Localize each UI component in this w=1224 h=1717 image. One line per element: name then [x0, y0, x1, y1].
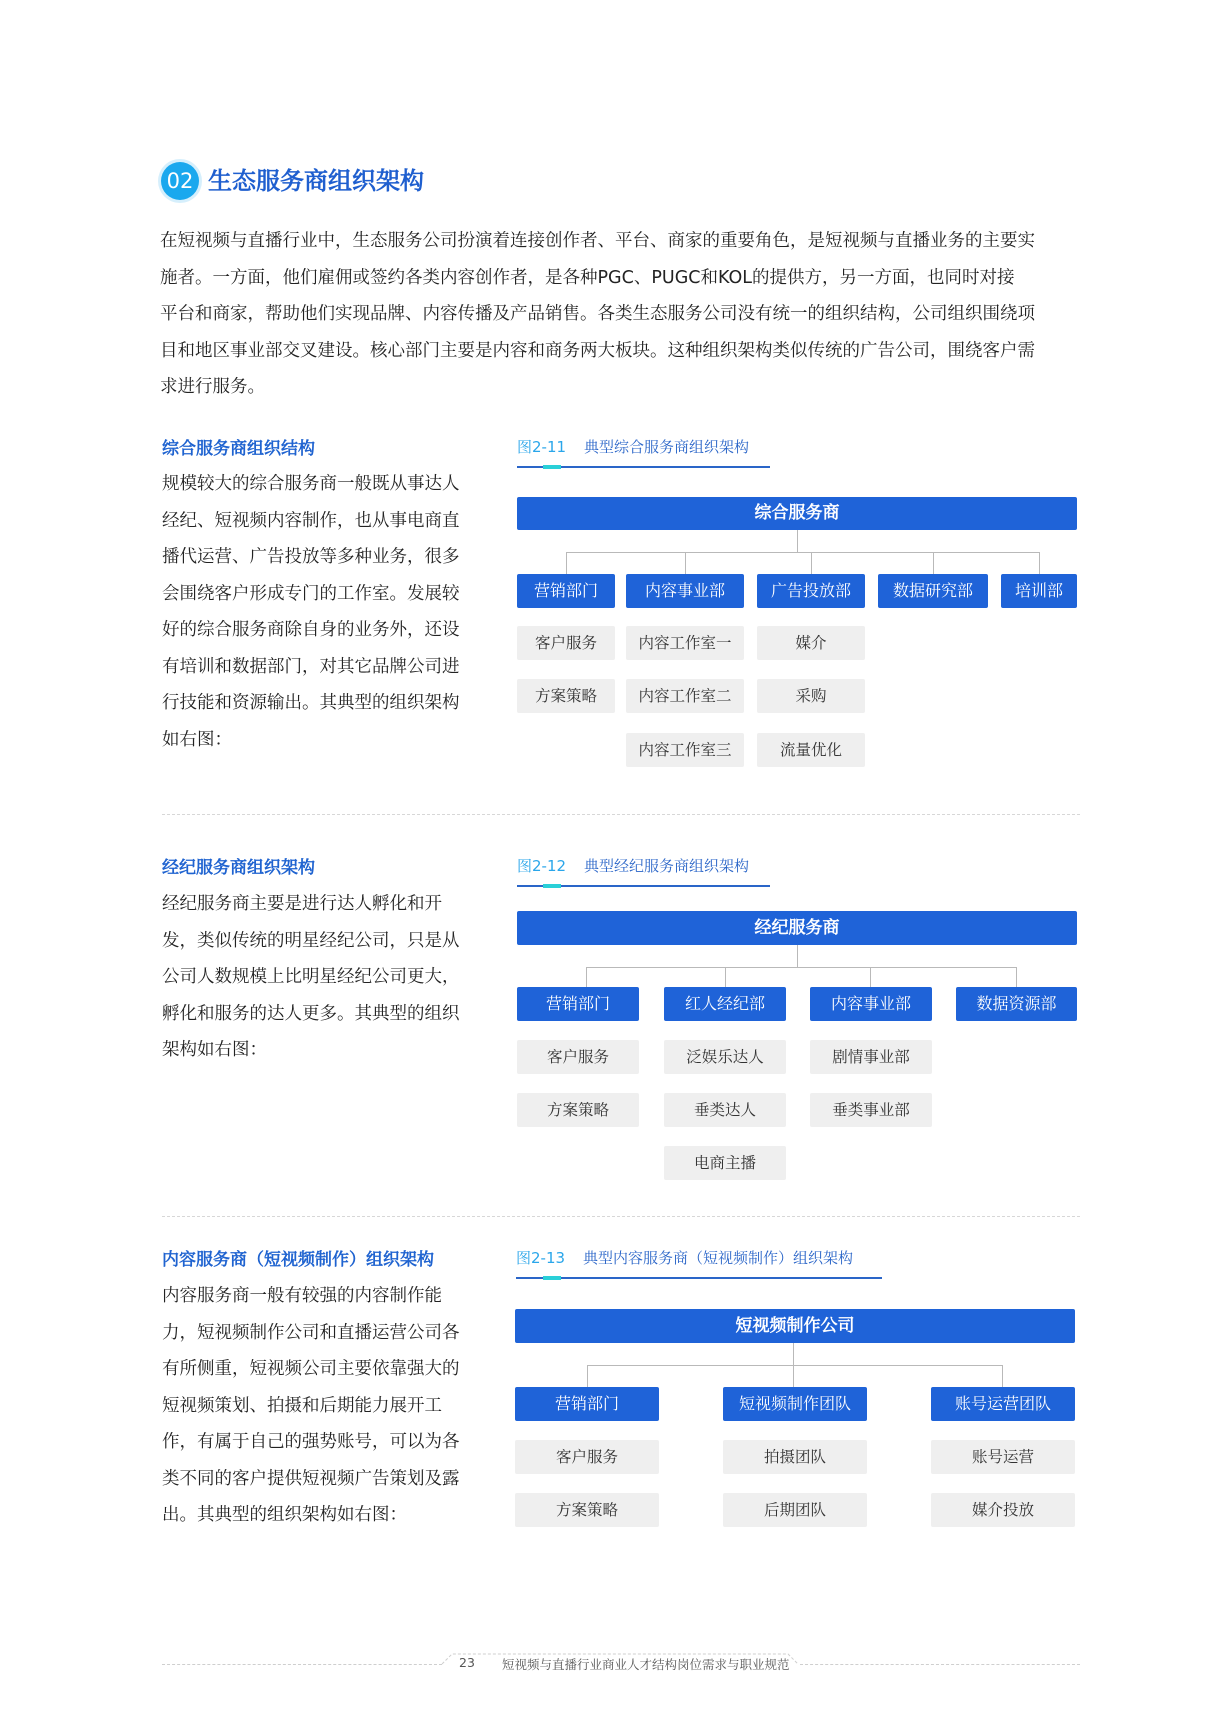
org-root-box: 短视频制作公司 — [515, 1309, 1075, 1343]
intro-paragraph — [160, 223, 1080, 406]
text-line: 规模较大的综合服务商一般既从事达人 — [162, 474, 460, 494]
connector — [685, 552, 686, 574]
dept-box: 培训部 — [1001, 574, 1077, 608]
leaf-box: 电商主播 — [664, 1146, 786, 1180]
text-line: 行技能和资源输出。其典型的组织架构 — [162, 693, 460, 713]
leaf-box: 方案策略 — [517, 1093, 639, 1127]
leaf-box: 内容工作室二 — [626, 679, 744, 713]
org-root-box: 综合服务商 — [517, 497, 1077, 530]
text-line: 类不同的客户提供短视频广告策划及露 — [162, 1468, 460, 1489]
figure-caption — [516, 1247, 853, 1269]
figure-caption — [517, 436, 749, 458]
text-line: 内容服务商一般有较强的内容制作能 — [162, 1286, 442, 1306]
dept-box: 红人经纪部 — [664, 987, 786, 1021]
intro-line: 目和地区事业部交叉建设。核心部门主要是内容和商务两大板块。这种组织架构类似传统的广告公司，围绕客户需 — [160, 340, 1035, 361]
figure-title: 典型内容服务商（短视频制作）组织架构 — [583, 1249, 854, 1267]
dept-box: 数据研究部 — [878, 574, 988, 608]
page-number: 23 — [459, 1655, 475, 1670]
block2-subtitle: 经纪服务商组织架构 — [162, 858, 315, 878]
leaf-box: 客户服务 — [517, 626, 615, 660]
text-line: 播代运营、广告投放等多种业务，很多 — [162, 547, 460, 567]
caption-underline — [516, 1277, 882, 1279]
connector — [566, 552, 1040, 553]
text-line: 作，有属于自己的强势账号，可以为各 — [162, 1432, 460, 1452]
caption-accent — [543, 465, 561, 469]
caption-accent — [543, 884, 561, 888]
leaf-box: 垂类达人 — [664, 1093, 786, 1127]
text-line: 发，类似传统的明星经纪公司，只是从 — [162, 930, 460, 951]
caption-accent — [543, 1276, 561, 1280]
connector — [587, 1365, 1003, 1366]
figure-caption — [517, 855, 749, 877]
block1-text — [162, 466, 482, 758]
connector — [587, 1365, 588, 1387]
block2-text — [162, 886, 482, 1069]
text-line: 短视频策划、拍摄和后期能力展开工 — [162, 1395, 442, 1416]
text-line: 有培训和数据部门，对其它品牌公司进 — [162, 656, 460, 677]
figure-number: 图2-13 — [516, 1249, 566, 1267]
connector — [725, 967, 726, 987]
figure-title: 典型经纪服务商组织架构 — [584, 857, 750, 875]
leaf-box: 剧情事业部 — [810, 1040, 932, 1074]
connector — [797, 530, 798, 552]
leaf-box: 后期团队 — [723, 1493, 867, 1527]
section-divider — [162, 814, 1080, 815]
dept-box: 数据资源部 — [956, 987, 1077, 1021]
intro-line: 求进行服务。 — [160, 377, 265, 397]
figure-title: 典型综合服务商组织架构 — [584, 438, 750, 456]
leaf-box: 方案策略 — [515, 1493, 659, 1527]
dept-box: 短视频制作团队 — [723, 1387, 867, 1421]
leaf-box: 流量优化 — [757, 733, 865, 767]
connector — [1039, 552, 1040, 574]
section-divider — [162, 1216, 1080, 1217]
section-title: 生态服务商组织架构 — [208, 167, 424, 195]
connector — [586, 967, 1017, 968]
leaf-box: 拍摄团队 — [723, 1440, 867, 1474]
connector — [566, 552, 567, 574]
intro-line: 平台和商家，帮助他们实现品牌、内容传播及产品销售。各类生态服务公司没有统一的组织结构，公司组织围绕项 — [160, 304, 1035, 324]
leaf-box: 泛娱乐达人 — [664, 1040, 786, 1074]
dept-box: 账号运营团队 — [931, 1387, 1075, 1421]
leaf-box: 客户服务 — [515, 1440, 659, 1474]
block3-subtitle: 内容服务商（短视频制作）组织架构 — [162, 1250, 434, 1270]
leaf-box: 方案策略 — [517, 679, 615, 713]
intro-line: 在短视频与直播行业中，生态服务公司扮演着连接创作者、平台、商家的重要角色，是短视频与直播业务的主要实 — [160, 231, 1035, 251]
dept-box: 内容事业部 — [810, 987, 932, 1021]
block1-subtitle: 综合服务商组织结构 — [162, 439, 315, 459]
text-line: 架构如右图： — [162, 1040, 267, 1060]
dept-box: 广告投放部 — [757, 574, 865, 608]
section-number-badge: 02 — [161, 162, 199, 200]
text-line: 有所侧重，短视频公司主要依靠强大的 — [162, 1359, 460, 1379]
text-line: 经纪、短视频内容制作，也从事电商直 — [162, 510, 460, 531]
leaf-box: 垂类事业部 — [810, 1093, 932, 1127]
leaf-box: 采购 — [757, 679, 865, 713]
dept-box: 营销部门 — [517, 574, 615, 608]
connector — [933, 552, 934, 574]
leaf-box: 账号运营 — [931, 1440, 1075, 1474]
connector — [797, 945, 798, 967]
intro-line: 施者。一方面，他们雇佣或签约各类内容创作者，是各种PGC、PUGC和KOL的提供方，另一方面，也同时对接 — [160, 267, 1015, 288]
connector — [1002, 1365, 1003, 1387]
text-line: 会围绕客户形成专门的工作室。发展较 — [162, 583, 460, 604]
text-line: 如右图： — [162, 729, 232, 750]
text-line: 好的综合服务商除自身的业务外，还设 — [162, 620, 460, 640]
text-line: 出。其典型的组织架构如右图： — [162, 1505, 407, 1525]
leaf-box: 内容工作室一 — [626, 626, 744, 660]
text-line: 孵化和服务的达人更多。其典型的组织 — [162, 1003, 460, 1024]
connector — [793, 1365, 794, 1387]
org-root-box: 经纪服务商 — [517, 911, 1077, 945]
footer-rule-left — [162, 1664, 442, 1665]
footer-doc-title: 短视频与直播行业商业人才结构岗位需求与职业规范 — [502, 1657, 790, 1672]
dept-box: 营销部门 — [515, 1387, 659, 1421]
dept-box: 内容事业部 — [626, 574, 744, 608]
connector — [811, 552, 812, 574]
connector — [586, 967, 587, 987]
connector — [1016, 967, 1017, 987]
text-line: 公司人数规模上比明星经纪公司更大， — [162, 967, 460, 987]
leaf-box: 客户服务 — [517, 1040, 639, 1074]
leaf-box: 内容工作室三 — [626, 733, 744, 767]
leaf-box: 媒介投放 — [931, 1493, 1075, 1527]
text-line: 力，短视频制作公司和直播运营公司各 — [162, 1322, 460, 1343]
connector — [793, 1343, 794, 1365]
leaf-box: 媒介 — [757, 626, 865, 660]
text-line: 经纪服务商主要是进行达人孵化和开 — [162, 894, 442, 914]
dept-box: 营销部门 — [517, 987, 639, 1021]
footer-rule-right — [800, 1664, 1080, 1665]
connector — [870, 967, 871, 987]
figure-number: 图2-12 — [517, 857, 567, 875]
block3-text — [162, 1278, 482, 1534]
figure-number: 图2-11 — [517, 438, 567, 456]
